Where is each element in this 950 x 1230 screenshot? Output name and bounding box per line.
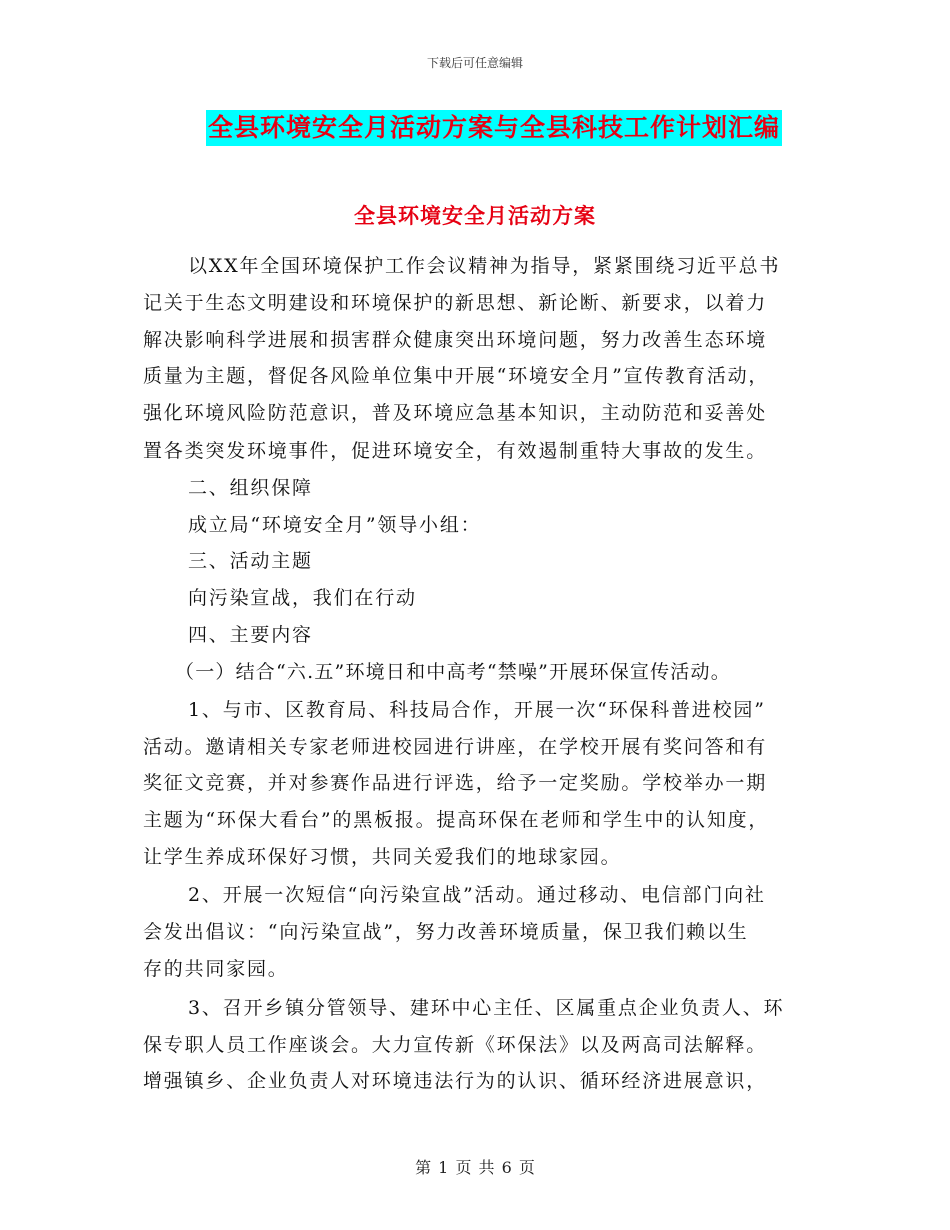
paragraph-line: 会发出倡议：“向污染宣战”，努力改善环境质量，保卫我们赖以生 — [143, 921, 749, 943]
paragraph-line: 质量为主题，督促各风险单位集中开展“环境安全月”宣传教育活动， — [143, 365, 770, 387]
paragraph-line: 让学生养成环保好习惯，共同关爱我们的地球家园。 — [143, 846, 622, 868]
paragraph-line: 2、开展一次短信“向污染宣战”活动。通过移动、电信部门向社 — [188, 884, 766, 906]
paragraph-line: 3、召开乡镇分管领导、建环中心主任、区属重点企业负责人、环 — [188, 997, 785, 1019]
paragraph-line: 成立局“环境安全月”领导小组： — [188, 514, 482, 536]
section-heading: 四、主要内容 — [188, 624, 313, 646]
section-heading: 三、活动主题 — [188, 550, 313, 572]
paragraph-line: 存的共同家园。 — [143, 958, 289, 980]
document-title: 全县环境安全月活动方案与全县科技工作计划汇编 — [206, 110, 782, 146]
header-note: 下载后可任意编辑 — [426, 56, 523, 70]
paragraph-line: 增强镇乡、企业负责人对环境违法行为的认识、循环经济进展意识， — [143, 1070, 768, 1092]
section-heading: 二、组织保障 — [188, 477, 313, 499]
paragraph-line: 奖征文竞赛，并对参赛作品进行评选，给予一定奖励。学校举办一期 — [143, 772, 768, 794]
subsection-heading: （一）结合“六.五”环境日和中高考“禁噪”开展环保宣传活动。 — [175, 661, 731, 683]
paragraph-line: 解决影响科学进展和损害群众健康突出环境问题，努力改善生态环境 — [143, 329, 768, 351]
paragraph-line: 置各类突发环境事件，促进环境安全，有效遏制重特大事故的发生。 — [143, 440, 768, 462]
paragraph-line: 以XX年全国环境保护工作会议精神为指导，紧紧围绕习近平总书 — [188, 255, 781, 277]
paragraph-line: 主题为“环保大看台”的黑板报。提高环保在老师和学生中的认知度， — [143, 809, 770, 831]
paragraph-line: 活动。邀请相关专家老师进校园进行讲座，在学校开展有奖问答和有 — [143, 736, 768, 758]
paragraph-line: 强化环境风险防范意识，普及环境应急基本知识，主动防范和妥善处 — [143, 402, 768, 424]
paragraph-line: 向污染宣战，我们在行动 — [188, 587, 417, 609]
section-title: 全县环境安全月活动方案 — [354, 204, 596, 228]
page-number: 第 1 页 共 6 页 — [415, 1158, 535, 1177]
paragraph-line: 1、与市、区教育局、科技局合作，开展一次“环保科普进校园” — [188, 699, 766, 721]
paragraph-line: 保专职人员工作座谈会。大力宣传新《环保法》以及两高司法解释。 — [143, 1034, 768, 1056]
paragraph-line: 记关于生态文明建设和环境保护的新思想、新论断、新要求，以着力 — [143, 292, 768, 314]
